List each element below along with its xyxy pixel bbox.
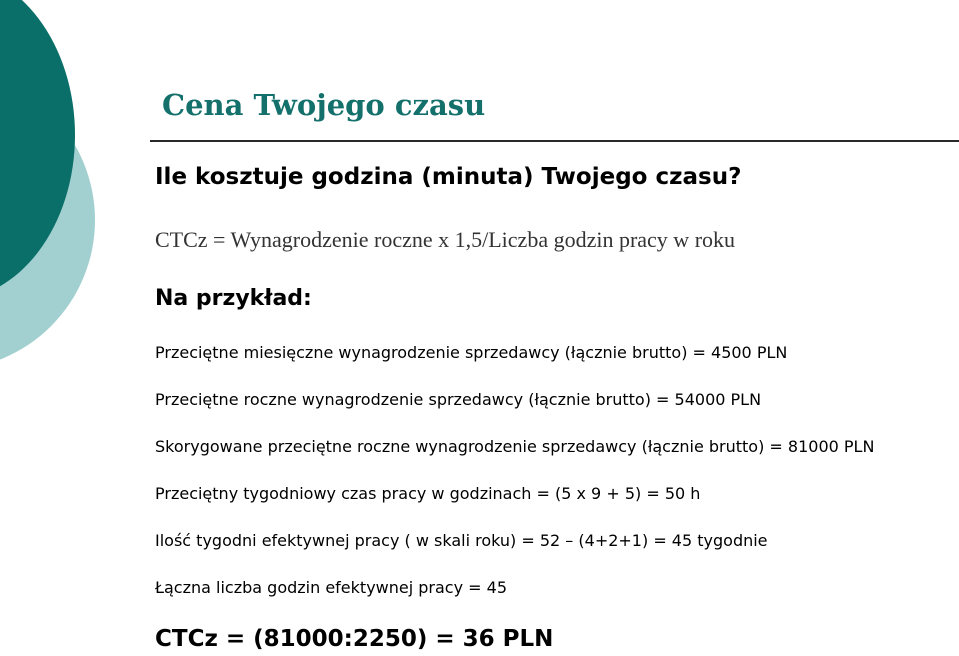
question-heading: Ile kosztuje godzina (minuta) Twojego czasu? (155, 164, 742, 190)
example-heading: Na przykład: (155, 286, 312, 311)
title-divider (150, 140, 959, 142)
formula-text: CTCz = Wynagrodzenie roczne x 1,5/Liczba godzin pracy w roku (155, 227, 736, 252)
slide-title: Cena Twojego czasu (162, 88, 486, 122)
example-line-monthly-salary: Przeciętne miesięczne wynagrodzenie sprzedawcy (łącznie brutto) = 4500 PLN (155, 343, 788, 362)
example-line-effective-weeks: Ilość tygodni efektywnej pracy ( w skali roku) = 52 – (4+2+1) = 45 tygodnie (155, 531, 768, 550)
example-line-adjusted-salary: Skorygowane przeciętne roczne wynagrodzenie sprzedawcy (łącznie brutto) = 81000 PLN (155, 437, 875, 456)
example-line-weekly-hours: Przeciętny tygodniowy czas pracy w godzinach = (5 x 9 + 5) = 50 h (155, 484, 701, 503)
example-line-total-hours: Łączna liczba godzin efektywnej pracy = 45 (155, 578, 507, 597)
example-line-annual-salary: Przeciętne roczne wynagrodzenie sprzedawcy (łącznie brutto) = 54000 PLN (155, 390, 762, 409)
result-text: CTCz = (81000:2250) = 36 PLN (155, 626, 554, 652)
